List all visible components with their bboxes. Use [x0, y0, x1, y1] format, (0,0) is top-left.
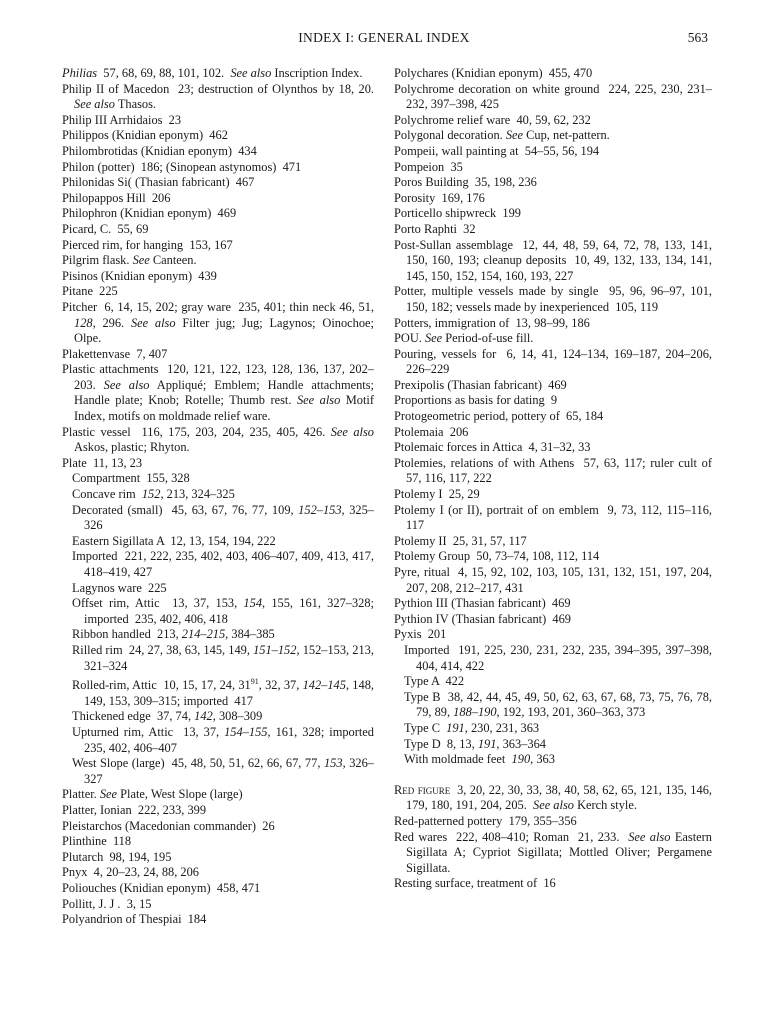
italic-text: See also — [296, 393, 341, 408]
entry-text: Polychrome decoration on white ground 224, 225, 230, 231–232, 397–398, 425 — [394, 81, 712, 112]
index-subentry — [62, 756, 374, 787]
entry-text: Philopappos Hill 206 — [62, 190, 171, 205]
entry-text: , 296. — [92, 315, 131, 330]
index-entry — [394, 455, 719, 487]
italic-text: See also — [130, 315, 176, 330]
entry-text: Pythion IV (Thasian fabricant) 469 — [394, 611, 571, 626]
index-entry — [62, 897, 374, 913]
entry-text: Filter jug; Jug; Lagynos; Oinochoe; Olpe. — [74, 315, 378, 346]
index-entry — [394, 565, 716, 596]
entry-text: Ptolemies, relations of with Athens 57, 63, 117; ruler cult of 57, 116, 117, 222 — [394, 455, 719, 486]
entry-text: Eastern Sigillata A 12, 13, 154, 194, 222 — [72, 533, 276, 548]
entry-text: Eastern Sigillata A; Cypriot Sigillata; Mottled Oliver; Pergamene Sigillata. — [406, 829, 716, 875]
index-entry — [394, 331, 712, 347]
page-header — [60, 30, 708, 50]
index-subentry — [394, 737, 712, 753]
index-entry — [394, 393, 712, 409]
index-entry — [62, 362, 378, 424]
entry-text: Potter, multiple vessels made by single 95, 96, 96–97, 101, 150, 182; vessels made by inexperienced 105, 119 — [394, 284, 716, 314]
entry-text: Thickened edge 37, 74, — [72, 709, 195, 724]
entry-text: , 192, 193, 201, 360–363, 373 — [496, 705, 646, 720]
italic-text: See also — [628, 829, 671, 844]
entry-text: Motif Index, motifs on moldmade relief ware. — [74, 393, 378, 424]
entry-text: 57, 68, 69, 88, 101, 102. — [97, 66, 231, 80]
italic-text: 191 — [477, 736, 497, 751]
entry-text: , 325–326 — [84, 502, 374, 533]
entry-text: Inscription Index. — [271, 66, 363, 80]
italic-text: 151–152 — [253, 642, 297, 657]
italic-text: See also — [230, 66, 272, 80]
entry-text: Pollitt, J. J . 3, 15 — [62, 896, 152, 911]
entry-text: , 230, 231, 363 — [464, 720, 540, 735]
entry-text: Pnyx 4, 20–23, 24, 88, 206 — [62, 865, 199, 880]
index-subentry — [62, 725, 381, 756]
entry-text: Proportions as basis for dating 9 — [394, 393, 558, 408]
italic-text: 153 — [323, 756, 343, 771]
index-entry — [62, 912, 374, 928]
entry-text: Red-patterned pottery 179, 355–356 — [394, 813, 577, 828]
entry-text: Pisinos (Knidian eponym) 439 — [62, 268, 217, 283]
entry-text: Type D 8, 13, — [404, 736, 478, 751]
entry-text: Plate 11, 13, 23 — [62, 455, 143, 470]
entry-text: Pompeion 35 — [394, 159, 463, 174]
index-entry — [394, 237, 716, 285]
index-entry — [62, 347, 374, 363]
entry-text: Ptolemy Group 50, 73–74, 108, 112, 114 — [394, 549, 600, 564]
italic-text: 152 — [141, 487, 161, 502]
italic-text: 142 — [194, 709, 213, 724]
index-entry — [62, 299, 378, 347]
italic-text: See — [424, 331, 443, 346]
italic-text: 190 — [511, 752, 531, 767]
entry-text: , 213, 324–325 — [160, 487, 235, 502]
entry-text: Kerch style. — [573, 798, 637, 813]
italic-text: 154 — [243, 596, 263, 611]
index-entry — [62, 160, 374, 176]
entry-text: Offset rim, Attic 13, 37, 153, — [72, 596, 244, 611]
entry-text: Polychares (Knidian eponym) 455, 470 — [394, 66, 593, 80]
entry-text: POU. — [394, 331, 425, 346]
italic-text: See also — [533, 798, 574, 813]
index-entry — [62, 865, 374, 881]
entry-text: Lagynos ware 225 — [72, 580, 167, 595]
italic-text: See also — [74, 97, 115, 112]
index-subentry — [62, 549, 378, 580]
entry-text: Red figure — [394, 782, 451, 797]
index-entry — [62, 269, 374, 285]
entry-text: Plastic attachments 120, 121, 122, 123, 128, 136, 137, 202–203. — [62, 362, 374, 392]
index-subentry — [62, 674, 378, 709]
index-entry — [394, 627, 712, 643]
entry-text: Upturned rim, Attic 13, 37, — [72, 725, 225, 740]
entry-text: Canteen. — [149, 253, 197, 268]
index-subentry — [62, 503, 374, 534]
index-entry — [394, 316, 712, 332]
entry-text: Pitcher 6, 14, 15, 202; gray ware 235, 401; thin neck 46, 51, — [62, 299, 378, 314]
index-entry — [62, 144, 374, 160]
entry-text: Pythion III (Thasian fabricant) 469 — [394, 596, 571, 611]
index-entry — [62, 881, 374, 897]
entry-text: Ptolemy I (or II), portrait of on emblem 9, 73, 112, 115–116, 117 — [394, 502, 716, 533]
index-entry — [394, 596, 712, 612]
index-entry — [394, 876, 712, 892]
italic-text: 188–190 — [453, 705, 497, 720]
entry-text: Cup, net-pattern. — [523, 128, 610, 143]
entry-text: Appliqué; Emblem; Handle attachments; Handle plate; Knob; Rotelle; Thumb rest. — [74, 377, 378, 408]
entry-text: , 308–309 — [212, 709, 263, 724]
entry-text: Prexipolis (Thasian fabricant) 469 — [394, 377, 567, 392]
entry-text: Decorated (small) 45, 63, 67, 76, 77, 109, — [72, 502, 299, 517]
index-entry — [394, 440, 712, 456]
entry-text: , 148, 149, 153, 309–315; imported 417 — [84, 678, 378, 708]
index-entry — [394, 502, 716, 534]
entry-text: Philonidas Si( (Thasian fabricant) 467 — [62, 175, 255, 190]
index-entry — [394, 814, 712, 830]
entry-text: Imported 191, 225, 230, 231, 232, 235, 394–395, 397–398, 404, 414, 422 — [404, 642, 716, 673]
entry-text: Porosity 169, 176 — [394, 190, 485, 205]
entry-text: Pleistarchos (Macedonian commander) 26 — [62, 818, 275, 833]
index-entry — [394, 378, 712, 394]
entry-text: Pyre, ritual 4, 15, 92, 102, 103, 105, 131, 132, 151, 197, 204, 207, 208, 212–217, 431 — [394, 565, 716, 595]
index-entry — [62, 456, 374, 472]
entry-text: Type B 38, 42, 44, 45, 49, 50, 62, 63, 67, 68, 73, 75, 76, 78, 79, 89, — [404, 689, 716, 720]
entry-text: Rolled-rim, Attic 10, 15, 17, 24, 31 — [72, 678, 251, 693]
entry-text: Pouring, vessels for 6, 14, 41, 124–134, 169–187, 204–206, 226–229 — [394, 346, 716, 377]
entry-text: Platter. — [62, 787, 100, 802]
entry-text: Picard, C. 55, 69 — [62, 221, 149, 236]
entry-text: Philippos (Knidian eponym) 462 — [62, 128, 228, 143]
entry-text: Philip II of Macedon 23; destruction of Olynthos by 18, 20. — [62, 81, 378, 96]
index-entry — [394, 222, 712, 238]
entry-text: Poros Building 35, 198, 236 — [394, 175, 537, 190]
italic-text: See — [505, 128, 524, 143]
index-entry — [62, 424, 378, 456]
entry-text: 3, 20, 22, 30, 33, 38, 40, 58, 62, 65, 121, 135, 146, 179, 180, 191, 204, 205. — [406, 782, 716, 813]
entry-text: Philombrotidas (Knidian eponym) 434 — [62, 143, 257, 158]
index-entry — [394, 191, 712, 207]
entry-text: Post-Sullan assemblage 12, 44, 48, 59, 64, 72, 78, 133, 141, 150, 160, 193; cleanup deposits 10, 49, 132, 133, 134, 141, 145, 150, 152, 154, 160, 193, 227 — [394, 237, 716, 283]
italic-text: 128 — [74, 315, 93, 330]
italic-text: See also — [330, 424, 374, 439]
italic-text: See also — [103, 377, 150, 392]
entry-text: , 32, 37, — [258, 678, 303, 693]
entry-text: Period-of-use fill. — [442, 331, 534, 346]
entry-text: Ribbon handled 213, — [72, 627, 182, 642]
entry-text: Porticello shipwreck 199 — [394, 206, 521, 221]
index-subentry — [62, 471, 374, 487]
entry-text: Askos, plastic; Rhyton. — [74, 424, 378, 455]
index-subentry — [62, 534, 374, 550]
index-subentry — [394, 674, 712, 690]
index-subentry — [394, 642, 716, 674]
index-subentry — [62, 709, 374, 725]
entry-text: Poliouches (Knidian eponym) 458, 471 — [62, 881, 261, 895]
index-entry — [62, 238, 374, 254]
entry-text: Ptolemy I 25, 29 — [394, 487, 480, 502]
entry-text: Type C — [404, 720, 447, 735]
index-subentry — [62, 487, 374, 503]
entry-text: Plutarch 98, 194, 195 — [62, 849, 172, 864]
index-subentry — [62, 581, 374, 597]
entry-text: Pyxis 201 — [394, 627, 447, 642]
index-entry — [394, 534, 712, 550]
entry-text: , 363–364 — [496, 736, 546, 751]
entry-text: , 363 — [530, 752, 555, 767]
index-entry — [394, 66, 712, 82]
entry-text: Polygonal decoration. — [394, 128, 506, 143]
index-entry — [62, 253, 374, 269]
entry-text: Ptolemaia 206 — [394, 424, 469, 439]
entry-text: , 326–327 — [84, 756, 374, 786]
index-entry — [394, 829, 716, 877]
index-entry — [62, 113, 374, 129]
index-subentry — [62, 627, 374, 643]
index-entry — [62, 222, 374, 238]
index-subentry — [62, 642, 378, 674]
index-entry — [394, 487, 712, 503]
entry-text: , 161, 328; imported 235, 402, 406–407 — [84, 725, 381, 755]
italic-text: 154–155 — [224, 725, 268, 740]
entry-text: Resting surface, treatment of 16 — [394, 876, 556, 891]
index-column-right — [394, 66, 719, 892]
index-subentry — [394, 721, 712, 737]
entry-text: Porto Raphti 32 — [394, 221, 476, 236]
entry-text: , 384–385 — [225, 627, 275, 642]
index-entry — [394, 206, 712, 222]
entry-text: Philophron (Knidian eponym) 469 — [62, 206, 237, 221]
index-entry — [62, 819, 374, 835]
italic-text: 191 — [446, 720, 465, 735]
index-entry — [62, 787, 374, 803]
entry-text: Pitane 225 — [62, 284, 118, 299]
running-title: INDEX I: GENERAL INDEX — [298, 30, 470, 45]
entry-text: Ptolemy II 25, 31, 57, 117 — [394, 533, 527, 548]
entry-text: Type A 422 — [404, 674, 465, 689]
footnote-ref: 91 — [250, 677, 259, 687]
italic-text: Philias — [62, 66, 98, 80]
index-entry — [394, 409, 712, 425]
index-entry — [62, 284, 374, 300]
entry-text: Potters, immigration of 13, 98–99, 186 — [394, 315, 590, 330]
entry-text: Concave rim — [72, 487, 142, 502]
index-subentry — [394, 689, 716, 721]
entry-text: , 155, 161, 327–328; imported 235, 402, 406, 418 — [84, 596, 378, 626]
italic-text: 214–215 — [181, 627, 226, 642]
index-subentry — [394, 752, 712, 768]
entry-text: , 152–153, 213, 321–324 — [84, 642, 378, 673]
entry-text: Plastic vessel 116, 175, 203, 204, 235, 405, 426. — [62, 424, 331, 439]
italic-text: See — [132, 253, 150, 268]
entry-text: Plinthine 118 — [62, 834, 132, 849]
entry-text: With moldmade feet — [404, 752, 512, 767]
index-entry — [394, 113, 712, 129]
index-entry — [62, 191, 374, 207]
index-entry — [394, 612, 712, 628]
entry-text: Protogeometric period, pottery of 65, 184 — [394, 409, 604, 424]
italic-text: 152–153 — [298, 502, 342, 517]
index-entry — [394, 175, 712, 191]
index-entry — [62, 128, 374, 144]
entry-text: Rilled rim 24, 27, 38, 63, 145, 149, — [72, 642, 254, 657]
entry-text: Pilgrim flask. — [62, 253, 133, 268]
entry-text: Polychrome relief ware 40, 59, 62, 232 — [394, 112, 591, 127]
index-entry — [394, 160, 712, 176]
entry-text: Polyandrion of Thespiai 184 — [62, 912, 207, 927]
page-number: 563 — [687, 30, 708, 45]
entry-text: West Slope (large) 45, 48, 50, 51, 62, 66, 67, 77, — [72, 756, 324, 771]
index-subentry — [62, 596, 378, 627]
index-entry — [394, 549, 712, 565]
entry-text: Ptolemaic forces in Attica 4, 31–32, 33 — [394, 440, 591, 455]
index-entry — [62, 206, 374, 222]
index-entry — [394, 425, 712, 441]
entry-text: Philon (potter) 186; (Sinopean astynomos) 471 — [62, 159, 302, 174]
entry-text: Red wares 222, 408–410; Roman 21, 233. — [394, 829, 629, 844]
index-entry — [62, 175, 374, 191]
index-column-left — [62, 66, 381, 928]
index-entry — [394, 782, 716, 814]
entry-text: Plate, West Slope (large) — [117, 787, 243, 802]
index-entry — [394, 346, 716, 378]
index-entry — [394, 82, 712, 113]
index-entry — [394, 284, 716, 315]
index-entry — [394, 144, 712, 160]
index-entry — [62, 803, 374, 819]
index-entry — [62, 81, 378, 113]
italic-text: See — [99, 787, 118, 802]
index-entry — [62, 850, 374, 866]
entry-text: Plakettenvase 7, 407 — [62, 346, 168, 361]
entry-text: Philip III Arrhidaios 23 — [62, 112, 182, 127]
entry-text: Thasos. — [114, 97, 157, 112]
italic-text: 142–145 — [302, 678, 346, 693]
entry-text: Imported 221, 222, 235, 402, 403, 406–407, 409, 413, 417, 418–419, 427 — [72, 549, 378, 579]
entry-text: Pierced rim, for hanging 153, 167 — [62, 237, 233, 252]
index-entry — [394, 128, 712, 144]
entry-text: Platter, Ionian 222, 233, 399 — [62, 803, 207, 818]
index-entry — [62, 834, 374, 850]
entry-text: Compartment 155, 328 — [72, 471, 190, 486]
index-entry — [62, 66, 374, 82]
entry-text: Pompeii, wall painting at 54–55, 56, 194 — [394, 143, 600, 158]
